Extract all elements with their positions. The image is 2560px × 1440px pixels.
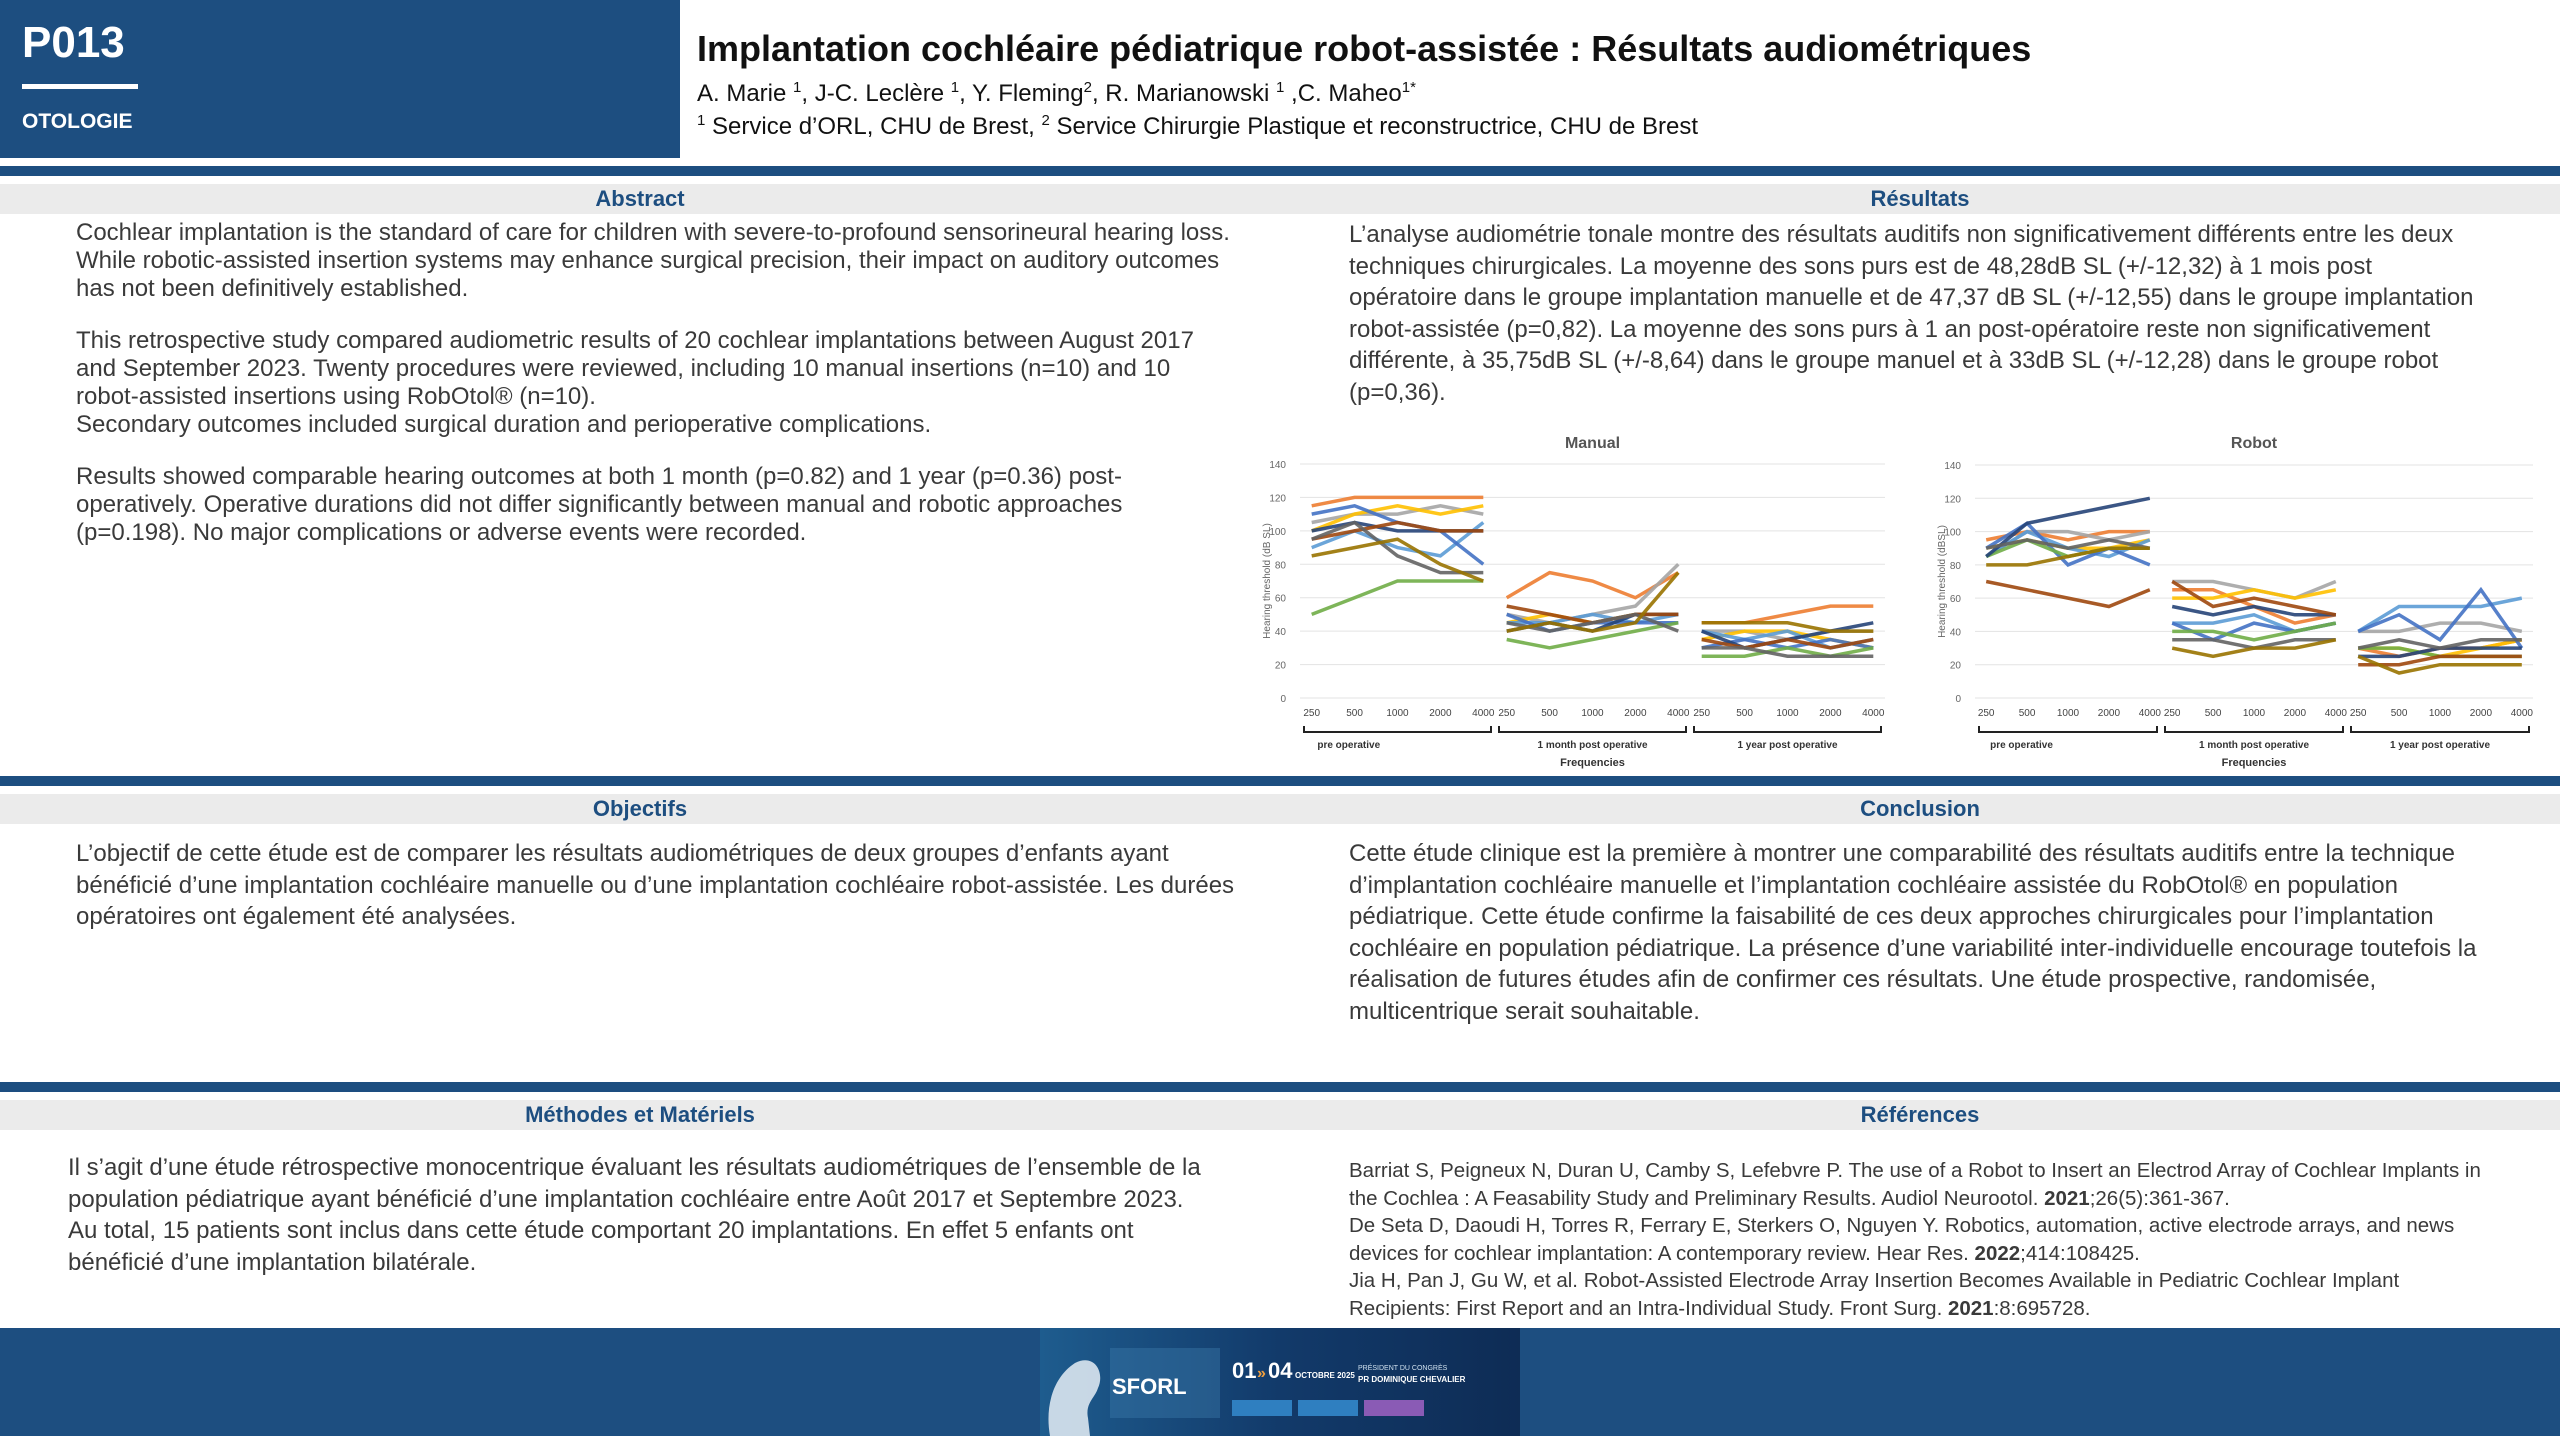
abstract-paragraph: Secondary outcomes included surgical duration and perioperative complications. — [76, 411, 932, 438]
x-axis-label: Frequencies — [1560, 757, 1625, 769]
y-tick-label: 40 — [1274, 627, 1286, 639]
x-tick-label: 4000 — [2324, 708, 2347, 719]
chart-title: Manual — [1564, 435, 1621, 452]
x-tick-label: 250 — [1498, 708, 1516, 719]
methodes-heading: Méthodes et Matériels — [525, 1102, 755, 1127]
banner-president-name: PR DOMINIQUE CHEVALIER — [1358, 1375, 1466, 1384]
group-bracket — [1694, 726, 1881, 732]
author-name: A. Marie — [697, 80, 794, 107]
chart-title: Robot — [2230, 435, 2278, 452]
x-tick-label: 4000 — [1667, 708, 1690, 719]
reference-year: 2021 — [1947, 1296, 1994, 1320]
group-label: 1 year post operative — [2389, 740, 2491, 751]
group-label: pre operative — [1990, 740, 2053, 751]
poster-code: P013 — [22, 18, 125, 67]
affiliation-mark: 1 — [697, 112, 706, 129]
author-name: ,C. Maheo — [1284, 80, 1402, 107]
x-tick-label: 4000 — [1862, 708, 1885, 719]
objectifs-heading: Objectifs — [592, 796, 688, 821]
group-label: 1 month post operative — [2198, 740, 2310, 751]
x-tick-label: 2000 — [1624, 708, 1647, 719]
author-affiliation-mark: 2 — [1083, 79, 1092, 96]
reference-text: ;414:108425. — [2020, 1241, 2140, 1265]
objectifs-text: L’objectif de cette étude est de comparer les résultats audiométriques de deux groupes d’enfants ayant bénéficié d’une implantation cochléaire manuelle ou d’une implantation cochléaire robot-assistée. Les durées opératoires ont également été analysées. — [76, 840, 1235, 930]
x-tick-label: 500 — [1736, 708, 1753, 719]
reference-item — [1349, 1157, 2489, 1212]
x-tick-label: 500 — [1541, 708, 1558, 719]
series-line — [1702, 606, 1874, 623]
x-tick-label: 250 — [1977, 708, 1995, 719]
header-badge — [0, 0, 680, 158]
banner-month: OCTOBRE 2025 — [1295, 1371, 1355, 1380]
author-affiliation-mark: 1 — [950, 79, 960, 96]
sponsor-logo — [1232, 1400, 1292, 1416]
x-tick-label: 500 — [2018, 708, 2036, 719]
affiliations — [697, 113, 1698, 141]
group-label: 1 year post operative — [1737, 740, 1838, 751]
x-tick-label: 250 — [1303, 708, 1321, 719]
y-tick-label: 40 — [1949, 627, 1961, 639]
x-tick-label: 1000 — [2056, 708, 2080, 719]
conclusion-heading: Conclusion — [1860, 796, 1980, 821]
y-tick-label: 100 — [1944, 527, 1961, 539]
reference-item — [1349, 1267, 2489, 1322]
congress-banner-art — [1040, 1328, 1520, 1436]
y-tick-label: 100 — [1269, 526, 1286, 538]
x-tick-label: 250 — [1693, 708, 1711, 719]
author-name: , R. Marianowski — [1091, 80, 1277, 107]
y-tick-label: 20 — [1949, 660, 1961, 672]
abstract-paragraph: Results showed comparable hearing outcomes at both 1 month (p=0.82) and 1 year (p=0.36) post-operatively. Operative durations did not differ significantly between manual and robotic approaches (p=0.198). No major complications or adverse events were recorded. — [76, 463, 1123, 546]
group-bracket — [2165, 726, 2343, 732]
reference-text: ;26(5):361-367. — [2089, 1186, 2230, 1210]
banner-president-label: PRÉSIDENT DU CONGRÈS — [1358, 1365, 1448, 1372]
x-tick-label: 500 — [1346, 708, 1363, 719]
y-tick-label: 20 — [1274, 660, 1286, 672]
abstract-paragraph: Cochlear implantation is the standard of care for children with severe-to-profound sensorineural hearing loss. While robotic-assisted insertion systems may enhance surgical precision, their impact on auditory outcomes has not been definitively established. — [76, 219, 1230, 302]
series-line — [2358, 656, 2522, 673]
x-tick-label: 2000 — [2097, 708, 2121, 719]
robot-chart — [1913, 432, 2543, 772]
poster-category: OTOLOGIE — [22, 110, 133, 133]
affiliation-mark: 2 — [1041, 112, 1050, 129]
y-tick-label: 0 — [1955, 694, 1961, 705]
section-band — [0, 776, 2560, 786]
series-line — [1986, 582, 2150, 607]
abstract-paragraph: This retrospective study compared audiometric results of 20 cochlear implantations between August 2017 and September 2023. Twenty procedures were reviewed, including 10 manual insertions (n=10) and 10 robot-assisted insertions using RobOtol® (n=10). — [76, 327, 1194, 410]
section-band — [0, 166, 2560, 176]
series-line — [2172, 640, 2336, 657]
x-tick-label: 2000 — [1819, 708, 1842, 719]
x-tick-label: 2000 — [1429, 708, 1452, 719]
y-axis-label: Hearing threshold (dBSL) — [1937, 525, 1948, 638]
author-name: , Y. Fleming — [959, 80, 1084, 107]
y-tick-label: 0 — [1280, 694, 1286, 705]
resultats-heading: Résultats — [1870, 186, 1970, 211]
y-tick-label: 80 — [1274, 560, 1286, 572]
affiliation-text: Service d’ORL, CHU de Brest, — [705, 113, 1042, 140]
banner-date-sep: » — [1257, 1365, 1266, 1382]
methodes-text: Il s’agit d’une étude rétrospective monocentrique évaluant les résultats audiométriques de l’ensemble de la population pédiatrique ayant bénéficié d’une implantation cochléaire entre Août 2017 et Septembre 2023. Au total, 15 patients sont inclus dans cette étude comportant 20 implantations. En effet 5 enfants ont bénéficié d’une implantation bilatérale. — [68, 1154, 1201, 1276]
x-tick-label: 500 — [2390, 708, 2408, 719]
y-tick-label: 140 — [1269, 460, 1286, 471]
x-tick-label: 4000 — [2510, 708, 2533, 719]
x-tick-label: 1000 — [1776, 708, 1799, 719]
group-label: pre operative — [1317, 740, 1381, 751]
x-tick-label: 500 — [2204, 708, 2222, 719]
group-bracket — [2351, 726, 2529, 732]
banner-date-end: 04 — [1268, 1358, 1293, 1383]
poster-title: Implantation cochléaire pédiatrique robot-assistée : Résultats audiométriques — [697, 28, 2032, 69]
banner-org: SFORL — [1112, 1374, 1187, 1399]
x-tick-label: 4000 — [2138, 708, 2161, 719]
group-bracket — [1304, 726, 1491, 732]
manual-chart — [1240, 432, 1900, 772]
y-tick-label: 120 — [1944, 494, 1961, 506]
x-tick-label: 1000 — [2428, 708, 2452, 719]
x-tick-label: 1000 — [1386, 708, 1409, 719]
reference-item — [1349, 1212, 2489, 1267]
sponsor-logo — [1298, 1400, 1358, 1416]
group-bracket — [1979, 726, 2157, 732]
reference-text: Jia H, Pan J, Gu W, et al. Robot-Assisted Electrode Array Insertion Becomes Available in Pediatric Cochlear Implant Recipients: First Report and an Intra-Individual Study. Front Surg. — [1349, 1269, 2400, 1320]
reference-text: De Seta D, Daoudi H, Torres R, Ferrary E, Sterkers O, Nguyen Y. Robotics, automation, active electrode arrays, and news devices for cochlear implantation: A contemporary review. Hear Res. — [1349, 1214, 2455, 1265]
y-tick-label: 60 — [1949, 594, 1961, 606]
series-line — [1507, 573, 1679, 598]
conclusion-text: Cette étude clinique est la première à montrer une comparabilité des résultats auditifs entre la technique d’implantation cochléaire manuelle et l’implantation cochléaire assistée du RobOtol® en population pédiatrique. Cette étude confirme la faisabilité de ces deux approches chirurgicales pour l’implantation cochléaire en population pédiatrique. La présence d’une variabilité inter-individuelle encourage toutefois la réalisation de futures études afin de confirmer ces résultats. Une étude prospective, randomisée, multicentrique serait souhaitable. — [1349, 840, 2477, 1025]
author-affiliation-mark: 1 — [1276, 79, 1285, 96]
abstract-text — [76, 219, 1236, 571]
x-tick-label: 1000 — [1581, 708, 1604, 719]
reference-year: 2021 — [2044, 1186, 2090, 1210]
banner-date-start: 01 — [1232, 1358, 1257, 1383]
x-tick-label: 4000 — [1472, 708, 1495, 719]
x-tick-label: 2000 — [2469, 708, 2493, 719]
group-bracket — [1499, 726, 1686, 732]
reference-text: :8:695728. — [1993, 1296, 2091, 1320]
author-affiliation-mark: 1* — [1401, 79, 1416, 96]
x-tick-label: 250 — [2163, 708, 2181, 719]
x-tick-label: 1000 — [2242, 708, 2266, 719]
y-tick-label: 140 — [1944, 461, 1961, 472]
affiliation-text: Service Chirurgie Plastique et reconstructrice, CHU de Brest — [1049, 113, 1699, 140]
abstract-heading: Abstract — [595, 186, 685, 211]
reference-year: 2022 — [1974, 1241, 2021, 1265]
y-tick-label: 80 — [1949, 560, 1961, 572]
author-name: , J-C. Leclère — [801, 80, 951, 107]
reference-text: Barriat S, Peigneux N, Duran U, Camby S, Lefebvre P. The use of a Robot to Insert an Electrod Array of Cochlear Implants in the Cochlea : A Feasability Study and Preliminary Results. Audiol Neurootol. — [1349, 1159, 2481, 1210]
resultats-text: L’analyse audiométrie tonale montre des résultats auditifs non significativement différents entre les deux techniques chirurgicales. La moyenne des sons purs est de 48,28dB SL (+/-12,32) à 1 mois post opératoire dans le groupe implantation manuelle et de 47,37 dB SL (+/-12,55) dans le groupe implantation robot-assistée (p=0,82). La moyenne des sons purs à 1 an post-opératoire reste non significativement différente, à 35,75dB SL (+/-8,64) dans le groupe manuel et à 33dB SL (+/-12,28) dans le groupe robot (p=0,36). — [1349, 221, 2474, 406]
x-axis-label: Frequencies — [2221, 757, 2287, 769]
y-axis-label: Hearing threshold (dB SL) — [1262, 523, 1273, 639]
header-divider — [22, 84, 138, 89]
x-tick-label: 2000 — [2283, 708, 2307, 719]
section-band — [0, 1082, 2560, 1092]
group-label: 1 month post operative — [1537, 740, 1648, 751]
y-tick-label: 60 — [1274, 593, 1286, 605]
series-line — [2358, 623, 2522, 631]
author-list — [697, 80, 1416, 108]
reference-list — [1349, 1157, 2489, 1322]
x-tick-label: 250 — [2349, 708, 2367, 719]
congress-banner — [1040, 1328, 1520, 1436]
author-affiliation-mark: 1 — [793, 79, 802, 96]
y-tick-label: 120 — [1269, 493, 1286, 505]
references-heading: Références — [1860, 1102, 1980, 1127]
sponsor-logo — [1364, 1400, 1424, 1416]
